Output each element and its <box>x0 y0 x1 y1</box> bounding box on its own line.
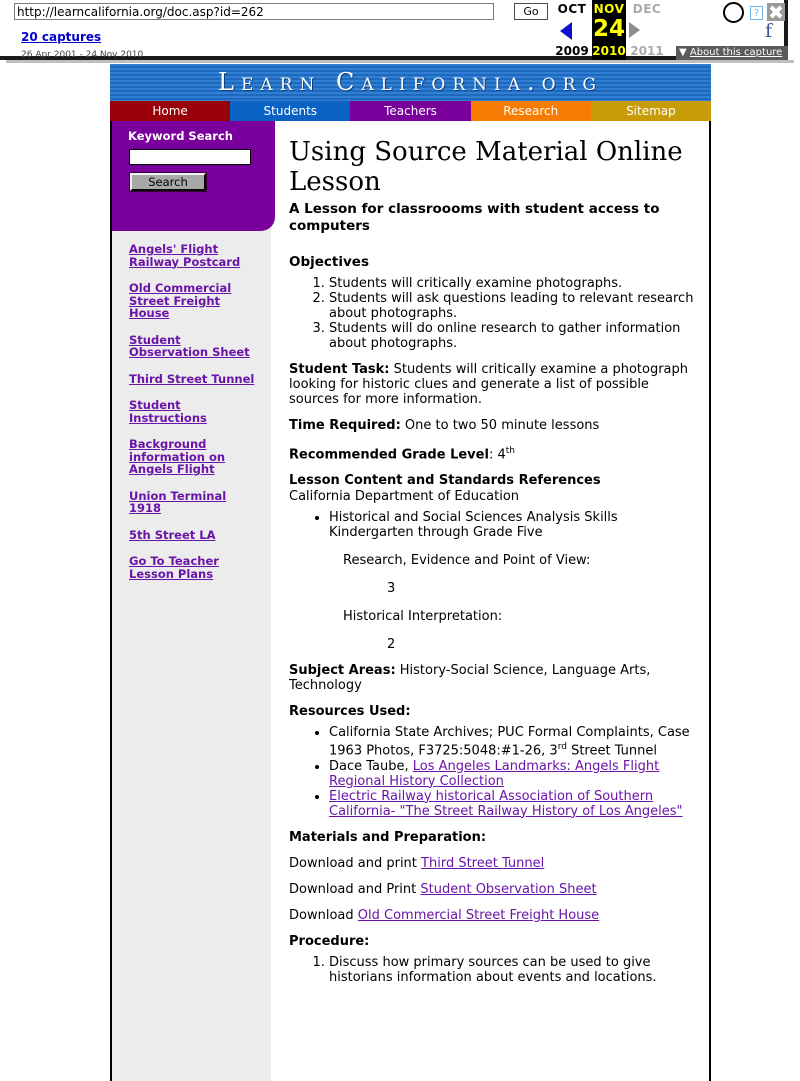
resource-text: California State Archives; PUC Formal Complaints, Case 1963 Photos, F3725:5048:#1-26, 3 <box>329 725 690 759</box>
standards-list <box>289 510 697 540</box>
lesson-content <box>289 121 697 1005</box>
subject-areas-paragraph <box>289 663 697 693</box>
materials-heading-paragraph <box>289 830 697 845</box>
main-navigation <box>110 101 711 121</box>
page-title: Using Source Material Online Lesson <box>289 137 683 197</box>
sidebar-link-go-to-teacher-lesson-plans[interactable]: Go To Teacher Lesson Plans <box>129 554 219 581</box>
keyword-search-label: Keyword Search <box>128 129 233 143</box>
time-required-paragraph <box>289 418 697 433</box>
site-title: Learn California.org <box>218 68 603 96</box>
material-line-freight-house <box>289 908 697 923</box>
sidebar-link-old-commercial-street-freight-house[interactable]: Old Commercial Street Freight House <box>129 281 232 320</box>
standards-line-research: Research, Evidence and Point of View: <box>343 553 591 569</box>
resources-heading: Resources Used: <box>289 704 411 720</box>
grade-level-ordinal-suffix: th <box>505 446 515 456</box>
next-month-label: DEC <box>632 2 662 16</box>
nav-item-students[interactable]: Students <box>230 101 350 121</box>
grade-level-paragraph <box>289 444 697 462</box>
sidebar-link-student-observation-sheet[interactable]: Student Observation Sheet <box>129 332 250 359</box>
student-task-paragraph <box>289 362 697 407</box>
wayback-toolbar <box>0 0 788 60</box>
sidebar-link-angels-flight-railway-postcard[interactable]: Angels' Flight Railway Postcard <box>129 242 241 269</box>
search-button[interactable]: Search <box>130 173 206 191</box>
captures-link[interactable]: 20 captures <box>21 30 102 44</box>
keyword-search-panel <box>112 121 275 231</box>
current-day-label: 24 <box>592 16 625 42</box>
standards-value-research: 3 <box>387 581 396 597</box>
search-input[interactable] <box>129 149 251 165</box>
nav-item-teachers[interactable]: Teachers <box>350 101 470 121</box>
resource-item-dace-taube <box>329 759 697 789</box>
capture-date-range: 26 Apr 2001 - 24 Nov 2010 <box>21 50 144 60</box>
next-year-label: 2011 <box>630 44 664 58</box>
subject-areas-label: Subject Areas: <box>289 663 396 679</box>
go-button[interactable]: Go <box>514 3 548 20</box>
material-line-third-street-tunnel <box>289 856 697 871</box>
sidebar-link-student-instructions[interactable]: Student Instructions <box>129 398 207 425</box>
sidebar-link-third-street-tunnel[interactable]: Third Street Tunnel <box>129 371 255 386</box>
material-text: Download and print <box>289 855 422 871</box>
standards-value-interpretation: 2 <box>387 637 396 653</box>
wayback-url-row <box>14 3 554 22</box>
resource-author: Dace Taube, <box>329 758 413 774</box>
next-month-column[interactable] <box>626 0 668 60</box>
time-required-label: Time Required: <box>289 418 401 433</box>
nav-item-sitemap[interactable]: Sitemap <box>591 101 711 121</box>
objective-item: 2. Students will ask questions leading to relevant research about photographs. <box>329 291 697 321</box>
about-this-capture-button[interactable]: ▼ About this capture <box>676 46 788 60</box>
sidebar-link-background-information-angels-flight[interactable]: Background information on Angels Flight <box>129 437 226 476</box>
grade-level-label: Recommended Grade Level <box>289 447 489 463</box>
material-text: Download <box>289 907 358 923</box>
standards-heading: Lesson Content and Standards References <box>289 473 601 489</box>
previous-month-column[interactable] <box>552 0 592 60</box>
sidebar-link-union-terminal-1918[interactable]: Union Terminal 1918 <box>129 488 227 515</box>
material-link-student-observation-sheet[interactable]: Student Observation Sheet <box>420 881 597 897</box>
share-circle-icon[interactable] <box>723 2 744 23</box>
procedure-heading: Procedure: <box>289 933 370 949</box>
procedure-list <box>289 955 697 985</box>
resource-text-tail: Street Tunnel <box>566 743 658 759</box>
sidebar-link-5th-street-la[interactable]: 5th Street LA <box>129 527 216 542</box>
objective-item: 3. Students will do online research to gather information about photographs. <box>329 321 697 351</box>
site-banner <box>110 64 711 101</box>
sidebar <box>110 121 271 1081</box>
previous-month-label: OCT <box>557 2 587 16</box>
material-line-student-observation-sheet <box>289 882 697 897</box>
site-page <box>110 64 711 1081</box>
help-icon[interactable]: ? <box>750 6 763 20</box>
current-month-label: NOV <box>593 2 625 16</box>
resource-link-angels-flight-collection[interactable]: Los Angeles Landmarks: Angels Flight Regional History Collection <box>329 758 660 789</box>
objective-item: 1. Students will critically examine photographs. <box>329 276 697 291</box>
resource-ordinal-suffix: rd <box>557 742 567 753</box>
facebook-icon[interactable]: f <box>765 20 773 42</box>
previous-year-label: 2009 <box>555 44 589 58</box>
objectives-list <box>289 276 697 351</box>
nav-item-home[interactable]: Home <box>110 101 230 121</box>
close-icon[interactable] <box>767 3 785 21</box>
url-input[interactable] <box>14 3 494 20</box>
standards-bullet: • Historical and Social Sciences Analysis Skills Kindergarten through Grade Five <box>329 510 697 540</box>
student-task-text: Students will critically examine a photograph looking for historic clues and generate a list of possible sources for more information. <box>289 362 689 407</box>
material-link-third-street-tunnel[interactable]: Third Street Tunnel <box>421 855 545 871</box>
page-subtitle: A Lesson for classroooms with student access to computers <box>289 201 660 234</box>
page-body <box>110 121 711 1081</box>
previous-arrow-icon[interactable] <box>560 22 572 40</box>
current-month-column[interactable] <box>592 0 626 60</box>
materials-heading: Materials and Preparation: <box>289 829 487 845</box>
sidebar-links <box>112 243 273 594</box>
next-arrow-icon[interactable] <box>629 22 640 38</box>
time-required-text: One to two 50 minute lessons <box>400 418 600 433</box>
resource-link-electric-railway[interactable]: Electric Railway historical Association of Southern California- "The Street Railway History of Los Angeles" <box>329 788 683 819</box>
procedure-item: 1. Discuss how primary sources can be used to give historians information about events and locations. <box>329 955 697 985</box>
resources-heading-paragraph <box>289 704 697 719</box>
subject-areas-text: History-Social Science, Language Arts, Technology <box>289 663 651 694</box>
procedure-heading-paragraph <box>289 934 697 949</box>
resources-list <box>289 725 697 818</box>
current-year-label: 2010 <box>592 44 626 58</box>
nav-item-research[interactable]: Research <box>471 101 591 121</box>
material-link-old-commercial-street-freight-house[interactable]: Old Commercial Street Freight House <box>357 907 600 923</box>
student-task-label: Student Task: <box>289 362 390 377</box>
material-text: Download and Print <box>289 881 421 897</box>
standards-agency: California Department of Education <box>289 489 520 505</box>
standards-line-interpretation: Historical Interpretation: <box>343 609 503 625</box>
about-this-capture-label: About this capture <box>689 47 783 58</box>
standards-heading-paragraph <box>289 473 697 488</box>
resource-item-electric-railway <box>329 789 697 819</box>
grade-level-value: : 4 <box>488 447 506 463</box>
objectives-heading: Objectives <box>289 254 369 270</box>
resource-item-state-archives <box>329 725 697 758</box>
